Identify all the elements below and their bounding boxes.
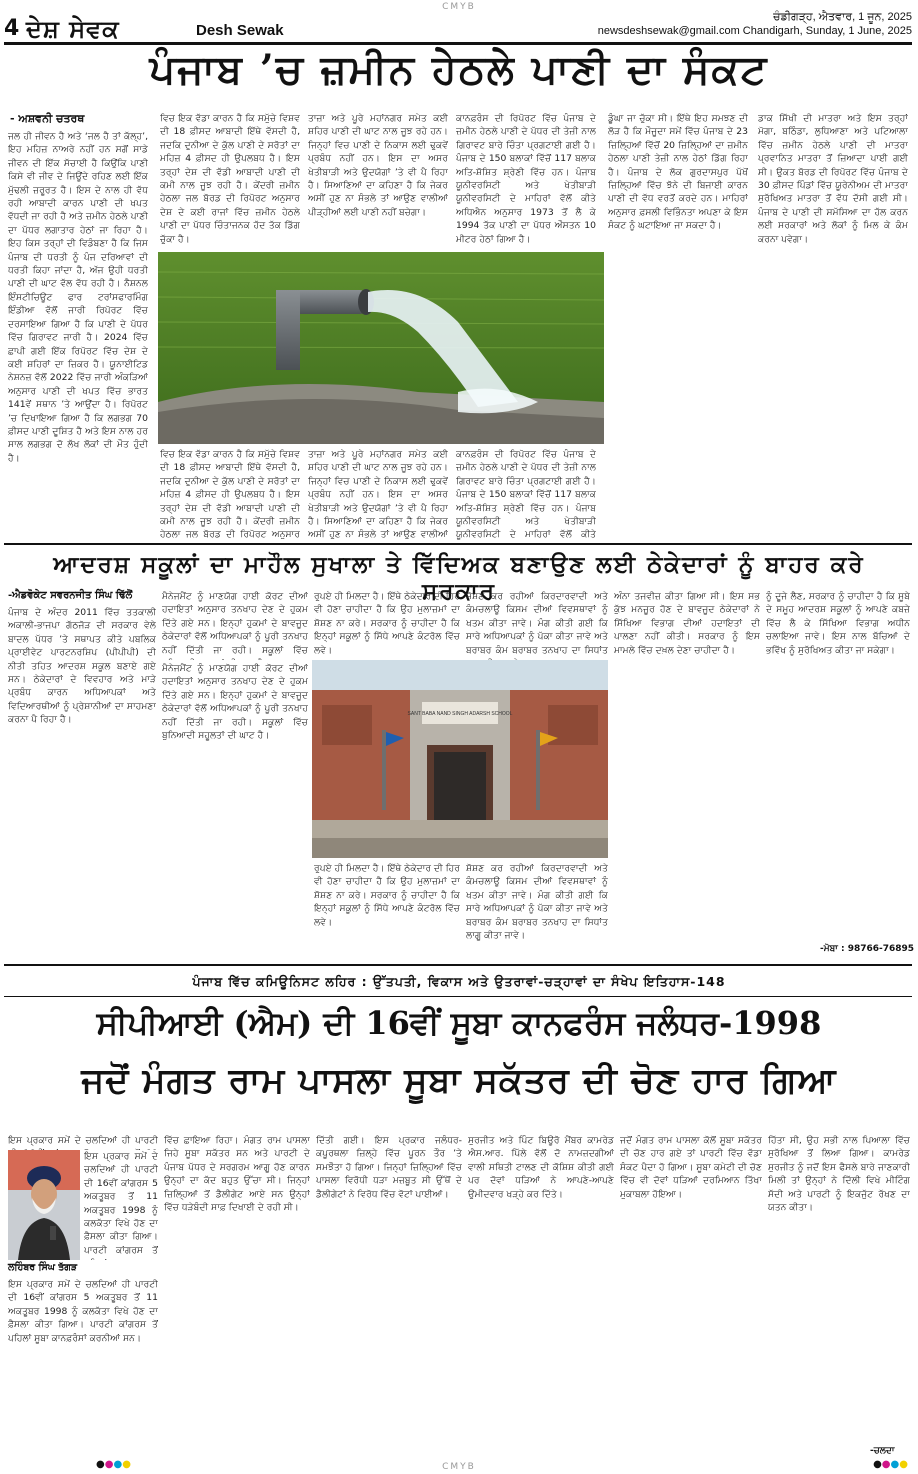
- story2-contact: -ਮੋਬਾ : 98766-76895: [820, 944, 915, 954]
- story3-column-4: ਸੁਰਜੀਤ ਅਤੇ ਪਿੰਟ ਬਿਊਰੋ ਮੈਂਬਰ ਕਾਮਰੇਡ ਐਸ.ਆਰ. ਪਿੱਲੇ ਵੱਲੋਂ ਦੋ ਨਾਮਜ਼ਦਗੀਆਂ ਵਾਲੀ ਸਥਿਤੀ ਟਾਲਣ ਦੀ ਕੋਸ਼ਿਸ਼ ਕੀਤੀ ਗਈ ਪਰ ਦੋਵਾਂ ਧੜਿਆਂ ਨੇ ਆਪਣੇ-ਆਪਣੇ ਉਮੀਦਵਾਰ ਖੜ੍ਹੇ ਕਰ ਦਿੱਤੇ।: [468, 1135, 614, 1200]
- newspaper-title: ਦੇਸ਼ ਸੇਵਕ: [26, 14, 120, 43]
- story3-column-6: ਹਿੱਤਾ ਸੀ, ਉਹ ਸਭੀ ਨਾਲ ਪਿਆਲਾ ਵਿੱਚ ਸੁਰੱਖਿਆ ਤੋਂ ਲਿਆ ਗਿਆ। ਕਾਮਰੇਡ ਸੁਰਜੀਤ ਨੂੰ ਜਦੋਂ ਇਸ ਫੈਸਲੇ ਬਾਰੇ ਜਾਣਕਾਰੀ ਮਿਲੀ ਤਾਂ ਉਨ੍ਹਾਂ ਨੇ ਦਿੱਲੀ ਵਿਖੇ ਮੀਟਿੰਗ ਸੱਦੀ ਅਤੇ ਪਾਰਟੀ ਨੂੰ ਇਕਜੁੱਟ ਰੱਖਣ ਦਾ ਯਤਨ ਕੀਤਾ।: [768, 1135, 910, 1214]
- print-mark-top: CMYB: [442, 2, 476, 12]
- dateline: [598, 10, 912, 38]
- story3-column-3: ਦਿੱਤੀ ਗਈ। ਇਸ ਪ੍ਰਕਾਰ ਜਲੰਧਰ-ਕਪੂਰਥਲਾ ਜ਼ਿਲ੍ਹੇ ਵਿੱਚ ਪੂਰਨ ਤੌਰ ’ਤੇ ਸਮਝੌਤਾ ਹੋ ਗਿਆ। ਜਿਨ੍ਹਾਂ ਜ਼ਿਲ੍ਹਿਆਂ ਵਿੱਚ ਪਾਸਲਾ ਵਿਰੋਧੀ ਧੜਾ ਮਜ਼ਬੂਤ ਸੀ ਉੱਥੋਂ ਦੇ ਡੈਲੀਗੇਟਾਂ ਨੇ ਵਿਰੋਧ ਵਿੱਚ ਵੋਟਾਂ ਪਾਈਆਂ।: [316, 1135, 462, 1200]
- story2-column-3-lower: ਰੁਪਏ ਹੀ ਮਿਲਦਾ ਹੈ। ਇੱਥੇ ਠੇਕੇਦਾਰ ਦੀ ਹਿਰ ਵੀ ਹੋਣਾ ਚਾਹੀਦਾ ਹੈ ਕਿ ਉਹ ਮੁਲਾਜ਼ਮਾਂ ਦਾ ਸ਼ੋਸ਼ਣ ਨਾ ਕਰੇ। ਸਰਕਾਰ ਨੂੰ ਚਾਹੀਦਾ ਹੈ ਕਿ ਇਨ੍ਹਾਂ ਸਕੂਲਾਂ ਨੂੰ ਸਿੱਧੇ ਆਪਣੇ ਕੰਟਰੋਲ ਵਿੱਚ ਲਵੇ।: [314, 863, 460, 928]
- story3-intro-top: ਇਸ ਪ੍ਰਕਾਰ ਸਮੇਂ ਦੇ ਚਲਦਿਆਂ ਹੀ ਪਾਰਟੀ: [8, 1135, 158, 1146]
- story2-column-3: ਰੁਪਏ ਹੀ ਮਿਲਦਾ ਹੈ। ਇੱਥੇ ਠੇਕੇਦਾਰ ਦੀ ਹਿਰ ਵੀ ਹੋਣਾ ਚਾਹੀਦਾ ਹੈ ਕਿ ਉਹ ਮੁਲਾਜ਼ਮਾਂ ਦਾ ਸ਼ੋਸ਼ਣ ਨਾ ਕਰੇ। ਸਰਕਾਰ ਨੂੰ ਚਾਹੀਦਾ ਹੈ ਕਿ ਇਨ੍ਹਾਂ ਸਕੂਲਾਂ ਨੂੰ ਸਿੱਧੇ ਆਪਣੇ ਕੰਟਰੋਲ ਵਿੱਚ ਲਵੇ।: [314, 591, 460, 656]
- story2-column-2: ਮੈਨੇਜਮੈਂਟ ਨੂੰ ਮਾਣਯੋਗ ਹਾਈ ਕੋਰਟ ਦੀਆਂ ਹਦਾਇਤਾਂ ਅਨੁਸਾਰ ਤਨਖਾਹ ਦੇਣ ਦੇ ਹੁਕਮ ਦਿੱਤੇ ਗਏ ਸਨ। ਇਨ੍ਹਾਂ ਹੁਕਮਾਂ ਦੇ ਬਾਵਜੂਦ ਠੇਕੇਦਾਰਾਂ ਵੱਲੋਂ ਅਧਿਆਪਕਾਂ ਨੂੰ ਪੂਰੀ ਤਨਖਾਹ ਨਹੀਂ ਦਿੱਤੀ ਜਾ ਰਹੀ। ਸਕੂਲਾਂ ਵਿੱਚ: [162, 591, 308, 656]
- story1-byline: - ਅਸ਼ਵਨੀ ਚਤਰਥ: [10, 112, 85, 125]
- section-divider-1: [4, 543, 912, 545]
- story1-headline: ਪੰਜਾਬ ’ਚ ਜ਼ਮੀਨ ਹੇਠਲੇ ਪਾਣੀ ਦਾ ਸੰਕਟ: [149, 46, 769, 93]
- story1-column-3-lower: ਤਾਜ਼ਾ ਅਤੇ ਪੂਰੇ ਮਹਾਂਨਗਰ ਸਮੇਤ ਕਈ ਸ਼ਹਿਰ ਪਾਣੀ ਦੀ ਘਾਟ ਨਾਲ ਜੂਝ ਰਹੇ ਹਨ। ਜਿਨ੍ਹਾਂ ਵਿਚ ਪਾਣੀ ਦੇ ਨਿਕਾਸ ਲਈ ਢੁਕਵੇਂ ਪ੍ਰਬੰਧ ਨਹੀਂ ਹਨ। ਇਸ ਦਾ ਅਸਰ ਖੇਤੀਬਾੜੀ ਅਤੇ ਉਦਯੋਗਾਂ ’ਤੇ ਵੀ ਪੈ ਰਿਹਾ ਹੈ। ਸਿਆਣਿਆਂ ਦਾ ਕਹਿਣਾ ਹੈ ਕਿ ਜੇਕਰ ਅਸੀਂ ਹੁਣ ਨਾ ਸੰਭਲੇ ਤਾਂ ਆਉਣ ਵਾਲੀਆਂ: [308, 449, 448, 540]
- date-punjabi: ਚੰਡੀਗੜ੍ਹ, ਐਤਵਾਰ, 1 ਜੂਨ, 2025: [773, 11, 912, 23]
- story1-column-4: ਕਾਨਫ਼ਰੰਸ ਦੀ ਰਿਪੋਰਟ ਵਿੱਚ ਪੰਜਾਬ ਦੇ ਜ਼ਮੀਨ ਹੇਠਲੇ ਪਾਣੀ ਦੇ ਪੱਧਰ ਦੀ ਤੇਜ਼ੀ ਨਾਲ ਗਿਰਾਵਟ ਬਾਰੇ ਚਿੰਤਾ ਪ੍ਰਗਟਾਈ ਗਈ ਹੈ। ਪੰਜਾਬ ਦੇ 150 ਬਲਾਕਾਂ ਵਿੱਚੋਂ 117 ਬਲਾਕ ਅਤਿ-ਸ਼ੋਸ਼ਿਤ ਸ਼੍ਰੇਣੀ ਵਿੱਚ ਹਨ। ਪੰਜਾਬ ਯੂਨੀਵਰਸਿਟੀ ਅਤੇ ਖੇਤੀਬਾੜੀ ਯੂਨੀਵਰਸਿਟੀ ਦੇ ਮਾਹਿਰਾਂ ਵੱਲੋਂ ਕੀਤੇ ਅਧਿਐਨ ਅਨੁਸਾਰ 1973 ਤੋਂ ਲੈ ਕੇ 1994 ਤੱਕ ਪਾਣੀ ਦਾ ਪੱਧਰ ਔਸਤਨ 10 ਮੀਟਰ ਹੇਠਾਂ ਗਿਆ ਹੈ।: [456, 113, 596, 245]
- story3-column-1-lower: ਇਸ ਪ੍ਰਕਾਰ ਸਮੇਂ ਦੇ ਚਲਦਿਆਂ ਹੀ ਪਾਰਟੀ ਦੀ 16ਵੀਂ ਕਾਂਗਰਸ 5 ਅਕਤੂਬਰ ਤੋਂ 11 ਅਕਤੂਬਰ 1998 ਨੂੰ ਕਲਕੱਤਾ ਵਿਖੇ ਹੋਣ ਦਾ ਫ਼ੈਸਲਾ ਕੀਤਾ ਗਿਆ। ਪਾਰਟੀ ਕਾਂਗਰਸ ਤੋਂ ਪਹਿਲਾਂ ਸੂਬਾ ਕਾਨਫ਼ਰੰਸਾਂ ਕਰਨੀਆਂ ਸਨ।: [8, 1279, 158, 1344]
- author-portrait: [8, 1150, 80, 1260]
- story1-column-1: ਜਲ ਹੀ ਜੀਵਨ ਹੈ ਅਤੇ ‘ਜਲ ਹੈ ਤਾਂ ਕੱਲ੍ਹ’, ਇਹ ਮਹਿਜ਼ ਨਾਅਰੇ ਨਹੀਂ ਹਨ ਸਗੋਂ ਸਾਡੇ ਜੀਵਨ ਦੀ ਇੱਕ ਸੱਚਾਈ ਹੈ ਕਿਉਂਕਿ ਪਾਣੀ ਕਿਸੇ ਵੀ ਜੀਵ ਦੇ ਜਿਊਂਦੇ ਰਹਿਣ ਲਈ ਇੱਕ ਮੁੱਢਲੀ ਜ਼ਰੂਰਤ ਹੈ। ਇਸ ਦੇ ਨਾਲ ਹੀ ਵੱਧ ਰਹੀ ਆਬਾਦੀ ਕਾਰਨ ਪਾਣੀ ਦੀ ਖਪਤ ਵੱਧਦੀ ਜਾ ਰਹੀ ਹੈ ਅਤੇ ਜ਼ਮੀਨ ਹੇਠਲੇ ਪਾਣੀ ਦਾ ਪੱਧਰ ਲਗਾਤਾਰ ਹੇਠਾਂ ਜਾ ਰਿਹਾ ਹੈ। ਇਹ ਕਿਸ ਤਰ੍ਹਾਂ ਦੀ ਵਿਡੰਬਣਾ ਹੈ ਕਿ ਜਿਸ ਪੰਜਾਬ ਦੀ ਧਰਤੀ ਨੂੰ ਪੰਜ ਦਰਿਆਵਾਂ ਦੀ ਧਰਤੀ ਕਿਹਾ ਜਾਂਦਾ ਹੈ, ਅੱਜ ਉਹੀ ਧਰਤੀ ਪਾਣੀ ਦੀ ਘਾਟ ਵੱਲ ਵੱਧ ਰਹੀ ਹੈ। ਨੈਸ਼ਨਲ ਇੰਸਟੀਚਿਊਟ ਫਾਰ ਟਰਾਂਸਫਾਰਮਿੰਗ ਇੰਡੀਆ ਵੱਲੋਂ ਜਾਰੀ ਰਿਪੋਰਟ ਵਿੱਚ ਦਰਸਾਇਆ ਗਿਆ ਹੈ ਕਿ ਪਾਣੀ ਦੇ ਪੱਧਰ ਵਿੱਚ ਗਿਰਾਵਟ ਜਾਰੀ ਹੈ। 2024 ਵਿੱਚ ਛਾਪੀ ਗਈ ਇੱਕ ਰਿਪੋਰਟ ਵਿੱਚ ਦੇਸ਼ ਦੇ ਕਈ ਸ਼ਹਿਰਾਂ ਦਾ ਜ਼ਿਕਰ ਹੈ। ਯੂਨਾਈਟਿਡ ਨੇਸ਼ਨਜ਼ ਵੱਲੋਂ 2022 ਵਿੱਚ ਜਾਰੀ ਅੰਕੜਿਆਂ ਅਨੁਸਾਰ ਪਾਣੀ ਦੀ ਖਪਤ ਵਿੱਚ ਭਾਰਤ 141ਵੇਂ ਸਥਾਨ ’ਤੇ ਆਉਂਦਾ ਹੈ। ਰਿਪੋਰਟ ’ਚ ਦਿਖਾਇਆ ਗਿਆ ਹੈ ਕਿ ਲਗਭਗ 70 ਫ਼ੀਸਦ ਪਾਣੀ ਦੂਸ਼ਿਤ ਹੈ ਅਤੇ ਇਸ ਨਾਲ ਹਰ ਸਾਲ ਲਗਭਗ ਦੋ ਲੱਖ ਲੋਕਾਂ ਦੀ ਮੌਤ ਹੁੰਦੀ ਹੈ।: [8, 131, 148, 464]
- continued-note: -ਚਲਦਾ: [870, 1446, 895, 1456]
- story3-headline-line1: ਸੀਪੀਆਈ (ਐਮ) ਦੀ 16ਵੀਂ ਸੂਬਾ ਕਾਨਫਰੰਸ ਜਲੰਧਰ-1998: [96, 1004, 822, 1042]
- section-divider-2: [4, 964, 912, 966]
- story1-column-6: ਡਾਕ ਸਿੱਖੀ ਦੀ ਮਾਤਰਾ ਅਤੇ ਇਸ ਤਰ੍ਹਾਂ ਮੋਗਾ, ਬਠਿੰਡਾ, ਲੁਧਿਆਣਾ ਅਤੇ ਪਟਿਆਲਾ ਵਿੱਚ ਜ਼ਮੀਨ ਹੇਠਲੇ ਪਾਣੀ ਦੀ ਮਾਤਰਾ ਪ੍ਰਵਾਨਿਤ ਮਾਤਰਾ ਤੋਂ ਜ਼ਿਆਦਾ ਪਾਈ ਗਈ ਸੀ। ਉਕਤ ਬੋਰਡ ਦੀ ਰਿਪੋਰਟ ਵਿੱਚ ਪੰਜਾਬ ਦੇ 30 ਫ਼ੀਸਦ ਪਿੰਡਾਂ ਵਿੱਚ ਯੂਰੇਨੀਅਮ ਦੀ ਮਾਤਰਾ ਸੁਰੱਖਿਅਤ ਮਾਤਰਾ ਤੋਂ ਵੱਧ ਦੱਸੀ ਗਈ ਸੀ। ਪੰਜਾਬ ਦੇ ਪਾਣੀ ਦੀ ਸਮੱਸਿਆ ਦਾ ਹੱਲ ਕਰਨ ਲਈ ਸਰਕਾਰਾਂ ਅਤੇ ਲੋਕਾਂ ਨੂੰ ਮਿਲ ਕੇ ਕੰਮ ਕਰਨਾ ਪਵੇਗਾ।: [758, 113, 908, 245]
- story3-column-2: ਵਿੱਚ ਛਾਇਆ ਰਿਹਾ। ਮੰਗਤ ਰਾਮ ਪਾਸਲਾ ਜਿਹੇ ਸੂਬਾ ਸਕੱਤਰ ਸਨ ਅਤੇ ਪਾਰਟੀ ਦੇ ਪੰਜਾਬ ਪੱਧਰ ਦੇ ਸਰਗਰਮ ਆਗੂ ਹੋਣ ਕਾਰਨ ਉਨ੍ਹਾਂ ਦਾ ਕੱਦ ਬਹੁਤ ਉੱਚਾ ਸੀ। ਜਿਨ੍ਹਾਂ ਜ਼ਿਲ੍ਹਿਆਂ ਤੋਂ ਡੈਲੀਗੇਟ ਆਏ ਸਨ ਉਨ੍ਹਾਂ ਵਿੱਚ ਧੜੇਬੰਦੀ ਸਾਫ਼ ਦਿਖਾਈ ਦੇ ਰਹੀ ਸੀ।: [164, 1135, 310, 1214]
- series-banner: ਪੰਜਾਬ ਵਿੱਚ ਕਮਿਊਨਿਸਟ ਲਹਿਰ : ਉੱਤਪਤੀ, ਵਿਕਾਸ ਅਤੇ ਉਤਰਾਵਾਂ-ਚੜ੍ਹਾਵਾਂ ਦਾ ਸੰਖੇਪ ਇਤਿਹਾਸ-148: [192, 974, 726, 989]
- school-building-illustration: [312, 660, 608, 858]
- print-mark-bottom: CMYB: [442, 1462, 476, 1472]
- story2-column-6: ਨੂੰ ਦੂਜੇ ਲੈਣ, ਸਰਕਾਰ ਨੂੰ ਚਾਹੀਦਾ ਹੈ ਕਿ ਸੂਬੇ ਦੇ ਸਮੂਹ ਆਦਰਸ਼ ਸਕੂਲਾਂ ਨੂੰ ਆਪਣੇ ਕਬਜ਼ੇ ਵਿੱਚ ਲੈ ਕੇ ਸਿੱਖਿਆ ਵਿਭਾਗ ਅਧੀਨ ਚਲਾਇਆ ਜਾਵੇ। ਇਸ ਨਾਲ ਬੱਚਿਆਂ ਦੇ ਭਵਿੱਖ ਨੂੰ ਸੁਰੱਖਿਅਤ ਕੀਤਾ ਜਾ ਸਕੇਗਾ।: [766, 591, 910, 656]
- story3-headline-line2: ਜਦੋਂ ਮੰਗਤ ਰਾਮ ਪਾਸਲਾ ਸੂਬਾ ਸਕੱਤਰ ਦੀ ਚੋਣ ਹਾਰ ਗਿਆ: [81, 1060, 837, 1101]
- story2-byline: -ਐਡਵੋਕੇਟ ਸਵਰਨਜੀਤ ਸਿੰਘ ਢਿੱਲੋਂ: [8, 590, 133, 601]
- banner-rule: [4, 996, 912, 997]
- page-number: 4: [4, 16, 20, 41]
- story3-column-5: ਜਦੋਂ ਮੰਗਤ ਰਾਮ ਪਾਸਲਾ ਕੋਲੋਂ ਸੂਬਾ ਸਕੱਤਰ ਦੀ ਚੋਣ ਹਾਰ ਗਏ ਤਾਂ ਪਾਰਟੀ ਵਿੱਚ ਵੱਡਾ ਸੰਕਟ ਪੈਦਾ ਹੋ ਗਿਆ। ਸੂਬਾ ਕਮੇਟੀ ਦੀ ਚੋਣ ਵਿੱਚ ਵੀ ਦੋਵਾਂ ਧੜਿਆਂ ਦਰਮਿਆਨ ਤਿੱਖਾ ਮੁਕਾਬਲਾ ਹੋਇਆ।: [620, 1135, 762, 1200]
- newspaper-title-english: Desh Sewak: [196, 22, 284, 39]
- author-photo: [8, 1150, 80, 1260]
- story1-column-2: ਵਿਚ ਇਕ ਵੱਡਾ ਕਾਰਨ ਹੈ ਕਿ ਸਮੁੱਚੇ ਵਿਸ਼ਵ ਦੀ 18 ਫ਼ੀਸਦ ਆਬਾਦੀ ਇੱਥੇ ਵੱਸਦੀ ਹੈ, ਜਦਕਿ ਦੁਨੀਆ ਦੇ ਕੁੱਲ ਪਾਣੀ ਦੇ ਸਰੋਤਾਂ ਦਾ ਮਹਿਜ਼ 4 ਫ਼ੀਸਦ ਹੀ ਉਪਲਬਧ ਹੈ। ਇਸ ਤਰ੍ਹਾਂ ਦੇਸ਼ ਦੀ ਵੱਡੀ ਆਬਾਦੀ ਪਾਣੀ ਦੀ ਕਮੀ ਨਾਲ ਜੂਝ ਰਹੀ ਹੈ। ਕੇਂਦਰੀ ਜ਼ਮੀਨ ਹੇਠਲਾ ਜਲ ਬੋਰਡ ਦੀ ਰਿਪੋਰਟ ਅਨੁਸਾਰ ਦੇਸ਼ ਦੇ ਕਈ ਰਾਜਾਂ ਵਿੱਚ ਜ਼ਮੀਨ ਹੇਠਲੇ ਪਾਣੀ ਦਾ ਪੱਧਰ ਚਿੰਤਾਜਨਕ ਹੱਦ ਤੱਕ ਡਿੱਗ ਚੁੱਕਾ ਹੈ।: [160, 113, 300, 245]
- water-pipe-photo: [158, 252, 604, 444]
- story2-column-4-lower: ਸ਼ੋਸ਼ਣ ਕਰ ਰਹੀਆਂ ਕਿਰਦਾਰਵਾਦੀ ਅਤੇ ਕੰਮਚਲਾਊ ਕਿਸਮ ਦੀਆਂ ਵਿਵਸਥਾਵਾਂ ਨੂੰ ਖਤਮ ਕੀਤਾ ਜਾਵੇ। ਮੰਗ ਕੀਤੀ ਗਈ ਕਿ ਸਾਰੇ ਅਧਿਆਪਕਾਂ ਨੂੰ ਪੱਕਾ ਕੀਤਾ ਜਾਵੇ ਅਤੇ ਬਰਾਬਰ ਕੰਮ ਬਰਾਬਰ ਤਨਖਾਹ ਦਾ ਸਿਧਾਂਤ ਲਾਗੂ ਕੀਤਾ ਜਾਵੇ।: [466, 863, 608, 942]
- water-pipe-illustration: [158, 252, 604, 444]
- contact-line: newsdeshsewak@gmail.com Chandigarh, Sunday, 1 June, 2025: [597, 25, 912, 37]
- registration-dots-right: ●●●●: [873, 1459, 908, 1470]
- story3-intro: ਇਸ ਪ੍ਰਕਾਰ ਸਮੇਂ ਦੇ ਚਲਦਿਆਂ ਹੀ ਪਾਰਟੀ ਦੀ 16ਵੀਂ ਕਾਂਗਰਸ 5 ਅਕਤੂਬਰ ਤੋਂ 11 ਅਕਤੂਬਰ 1998 ਨੂੰ ਕਲਕੱਤਾ ਵਿਖੇ ਹੋਣ ਦਾ ਫ਼ੈਸਲਾ ਕੀਤਾ ਗਿਆ। ਪਾਰਟੀ ਕਾਂਗਰਸ ਤੋਂ: [84, 1151, 158, 1256]
- story2-headline: ਆਦਰਸ਼ ਸਕੂਲਾਂ ਦਾ ਮਾਹੌਲ ਸੁਖਾਲਾ ਤੇ ਵਿੱਦਿਅਕ ਬਣਾਉਣ ਲਈ ਠੇਕੇਦਾਰਾਂ ਨੂੰ ਬਾਹਰ ਕਰੇ ਸਰਕਾਰ: [53, 551, 865, 605]
- story2-column-4: ਸ਼ੋਸ਼ਣ ਕਰ ਰਹੀਆਂ ਕਿਰਦਾਰਵਾਦੀ ਅਤੇ ਕੰਮਚਲਾਊ ਕਿਸਮ ਦੀਆਂ ਵਿਵਸਥਾਵਾਂ ਨੂੰ ਖਤਮ ਕੀਤਾ ਜਾਵੇ। ਮੰਗ ਕੀਤੀ ਗਈ ਕਿ ਸਾਰੇ ਅਧਿਆਪਕਾਂ ਨੂੰ ਪੱਕਾ ਕੀਤਾ ਜਾਵੇ ਅਤੇ ਬਰਾਬਰ ਕੰਮ ਬਰਾਬਰ ਤਨਖਾਹ ਦਾ ਸਿਧਾਂਤ: [466, 591, 608, 656]
- masthead: [4, 11, 912, 45]
- story1-column-5: ਡੂੰਘਾ ਜਾ ਚੁੱਕਾ ਸੀ। ਇੱਥੇ ਇਹ ਸਮਝਣ ਦੀ ਲੋੜ ਹੈ ਕਿ ਮੌਜੂਦਾ ਸਮੇਂ ਵਿੱਚ ਪੰਜਾਬ ਦੇ 23 ਜ਼ਿਲ੍ਹਿਆਂ ਵਿੱਚੋਂ 20 ਜ਼ਿਲ੍ਹਿਆਂ ਦਾ ਜ਼ਮੀਨ ਹੇਠਲਾ ਪਾਣੀ ਤੇਜ਼ੀ ਨਾਲ ਹੇਠਾਂ ਡਿੱਗ ਰਿਹਾ ਹੈ। ਪੰਜਾਬ ਦੇ ਲੋਕ ਗੁਰਦਾਸਪੁਰ ਪੱਖੋਂ ਜ਼ਿਲ੍ਹਿਆਂ ਵਿੱਚ ਝੋਨੇ ਦੀ ਬਿਜਾਈ ਕਾਰਨ ਪਾਣੀ ਦੀ ਵੱਧ ਵਰਤੋਂ ਕਰਦੇ ਹਨ। ਮਾਹਿਰਾਂ ਅਨੁਸਾਰ ਫ਼ਸਲੀ ਵਿਭਿੰਨਤਾ ਅਪਣਾ ਕੇ ਇਸ ਸੰਕਟ ਨੂੰ ਘਟਾਇਆ ਜਾ ਸਕਦਾ ਹੈ।: [608, 113, 748, 232]
- story2-column-1: ਪੰਜਾਬ ਦੇ ਅੰਦਰ 2011 ਵਿੱਚ ਤਤਕਾਲੀ ਅਕਾਲੀ-ਭਾਜਪਾ ਗੱਠਜੋੜ ਦੀ ਸਰਕਾਰ ਵੇਲੇ ਬਾਦਲ ਪੱਧਰ ’ਤੇ ਸਥਾਪਤ ਕੀਤੇ ਪਬਲਿਕ ਪ੍ਰਾਈਵੇਟ ਪਾਰਟਨਰਸ਼ਿਪ (ਪੀਪੀਪੀ) ਦੀ ਨੀਤੀ ਤਹਿਤ ਆਦਰਸ਼ ਸਕੂਲ ਬਣਾਏ ਗਏ ਸਨ। ਠੇਕੇਦਾਰਾਂ ਦੇ ਵਿਵਹਾਰ ਅਤੇ ਮਾੜੇ ਪ੍ਰਬੰਧ ਕਾਰਨ ਅਧਿਆਪਕਾਂ ਅਤੇ ਵਿਦਿਆਰਥੀਆਂ ਨੂੰ ਪ੍ਰੇਸ਼ਾਨੀਆਂ ਦਾ ਸਾਹਮਣਾ ਕਰਨਾ ਪੈ ਰਿਹਾ ਹੈ।: [8, 607, 156, 726]
- author-name: ਲਹਿੰਬਰ ਸਿੰਘ ਤੱਗੜ: [8, 1262, 78, 1273]
- story2-column-2-lower: ਮੈਨੇਜਮੈਂਟ ਨੂੰ ਮਾਣਯੋਗ ਹਾਈ ਕੋਰਟ ਦੀਆਂ ਹਦਾਇਤਾਂ ਅਨੁਸਾਰ ਤਨਖਾਹ ਦੇਣ ਦੇ ਹੁਕਮ ਦਿੱਤੇ ਗਏ ਸਨ। ਇਨ੍ਹਾਂ ਹੁਕਮਾਂ ਦੇ ਬਾਵਜੂਦ ਠੇਕੇਦਾਰਾਂ ਵੱਲੋਂ ਅਧਿਆਪਕਾਂ ਨੂੰ ਪੂਰੀ ਤਨਖਾਹ ਨਹੀਂ ਦਿੱਤੀ ਜਾ ਰਹੀ। ਸਕੂਲਾਂ ਵਿੱਚ ਬੁਨਿਆਦੀ ਸਹੂਲਤਾਂ ਦੀ ਘਾਟ ਹੈ।: [162, 663, 308, 742]
- school-building-photo: [312, 660, 608, 858]
- story1-column-3: ਤਾਜ਼ਾ ਅਤੇ ਪੂਰੇ ਮਹਾਂਨਗਰ ਸਮੇਤ ਕਈ ਸ਼ਹਿਰ ਪਾਣੀ ਦੀ ਘਾਟ ਨਾਲ ਜੂਝ ਰਹੇ ਹਨ। ਜਿਨ੍ਹਾਂ ਵਿਚ ਪਾਣੀ ਦੇ ਨਿਕਾਸ ਲਈ ਢੁਕਵੇਂ ਪ੍ਰਬੰਧ ਨਹੀਂ ਹਨ। ਇਸ ਦਾ ਅਸਰ ਖੇਤੀਬਾੜੀ ਅਤੇ ਉਦਯੋਗਾਂ ’ਤੇ ਵੀ ਪੈ ਰਿਹਾ ਹੈ। ਸਿਆਣਿਆਂ ਦਾ ਕਹਿਣਾ ਹੈ ਕਿ ਜੇਕਰ ਅਸੀਂ ਹੁਣ ਨਾ ਸੰਭਲੇ ਤਾਂ ਆਉਣ ਵਾਲੀਆਂ ਪੀੜ੍ਹੀਆਂ ਲਈ ਪਾਣੀ ਨਹੀਂ ਬਚੇਗਾ।: [308, 113, 448, 218]
- story1-column-4-lower: ਕਾਨਫ਼ਰੰਸ ਦੀ ਰਿਪੋਰਟ ਵਿੱਚ ਪੰਜਾਬ ਦੇ ਜ਼ਮੀਨ ਹੇਠਲੇ ਪਾਣੀ ਦੇ ਪੱਧਰ ਦੀ ਤੇਜ਼ੀ ਨਾਲ ਗਿਰਾਵਟ ਬਾਰੇ ਚਿੰਤਾ ਪ੍ਰਗਟਾਈ ਗਈ ਹੈ। ਪੰਜਾਬ ਦੇ 150 ਬਲਾਕਾਂ ਵਿੱਚੋਂ 117 ਬਲਾਕ ਅਤਿ-ਸ਼ੋਸ਼ਿਤ ਸ਼੍ਰੇਣੀ ਵਿੱਚ ਹਨ। ਪੰਜਾਬ ਯੂਨੀਵਰਸਿਟੀ ਅਤੇ ਖੇਤੀਬਾੜੀ ਯੂਨੀਵਰਸਿਟੀ ਦੇ ਮਾਹਿਰਾਂ ਵੱਲੋਂ ਕੀਤੇ: [456, 449, 596, 540]
- story1-column-2-lower: ਵਿਚ ਇਕ ਵੱਡਾ ਕਾਰਨ ਹੈ ਕਿ ਸਮੁੱਚੇ ਵਿਸ਼ਵ ਦੀ 18 ਫ਼ੀਸਦ ਆਬਾਦੀ ਇੱਥੇ ਵੱਸਦੀ ਹੈ, ਜਦਕਿ ਦੁਨੀਆ ਦੇ ਕੁੱਲ ਪਾਣੀ ਦੇ ਸਰੋਤਾਂ ਦਾ ਮਹਿਜ਼ 4 ਫ਼ੀਸਦ ਹੀ ਉਪਲਬਧ ਹੈ। ਇਸ ਤਰ੍ਹਾਂ ਦੇਸ਼ ਦੀ ਵੱਡੀ ਆਬਾਦੀ ਪਾਣੀ ਦੀ ਕਮੀ ਨਾਲ ਜੂਝ ਰਹੀ ਹੈ। ਕੇਂਦਰੀ ਜ਼ਮੀਨ ਹੇਠਲਾ ਜਲ ਬੋਰਡ ਦੀ ਰਿਪੋਰਟ ਅਨੁਸਾਰ: [160, 449, 300, 540]
- story2-column-5: ਅੰਨਾ ਤਜਵੀਜ਼ ਕੀਤਾ ਗਿਆ ਸੀ। ਇਸ ਸਭ ਕੁੱਝ ਮਨਜ਼ੂਰ ਹੋਣ ਦੇ ਬਾਵਜੂਦ ਠੇਕੇਦਾਰਾਂ ਨੇ ਸਿੱਖਿਆ ਵਿਭਾਗ ਦੀਆਂ ਹਦਾਇਤਾਂ ਦੀ ਪਾਲਣਾ ਨਹੀਂ ਕੀਤੀ। ਸਰਕਾਰ ਨੂੰ ਇਸ ਮਾਮਲੇ ਵਿੱਚ ਦਖ਼ਲ ਦੇਣਾ ਚਾਹੀਦਾ ਹੈ।: [614, 591, 760, 656]
- registration-dots-left: ●●●●: [96, 1459, 131, 1470]
- school-sign-text: SANT BABA NAND SINGH ADARSH SCHOOL: [407, 711, 513, 717]
